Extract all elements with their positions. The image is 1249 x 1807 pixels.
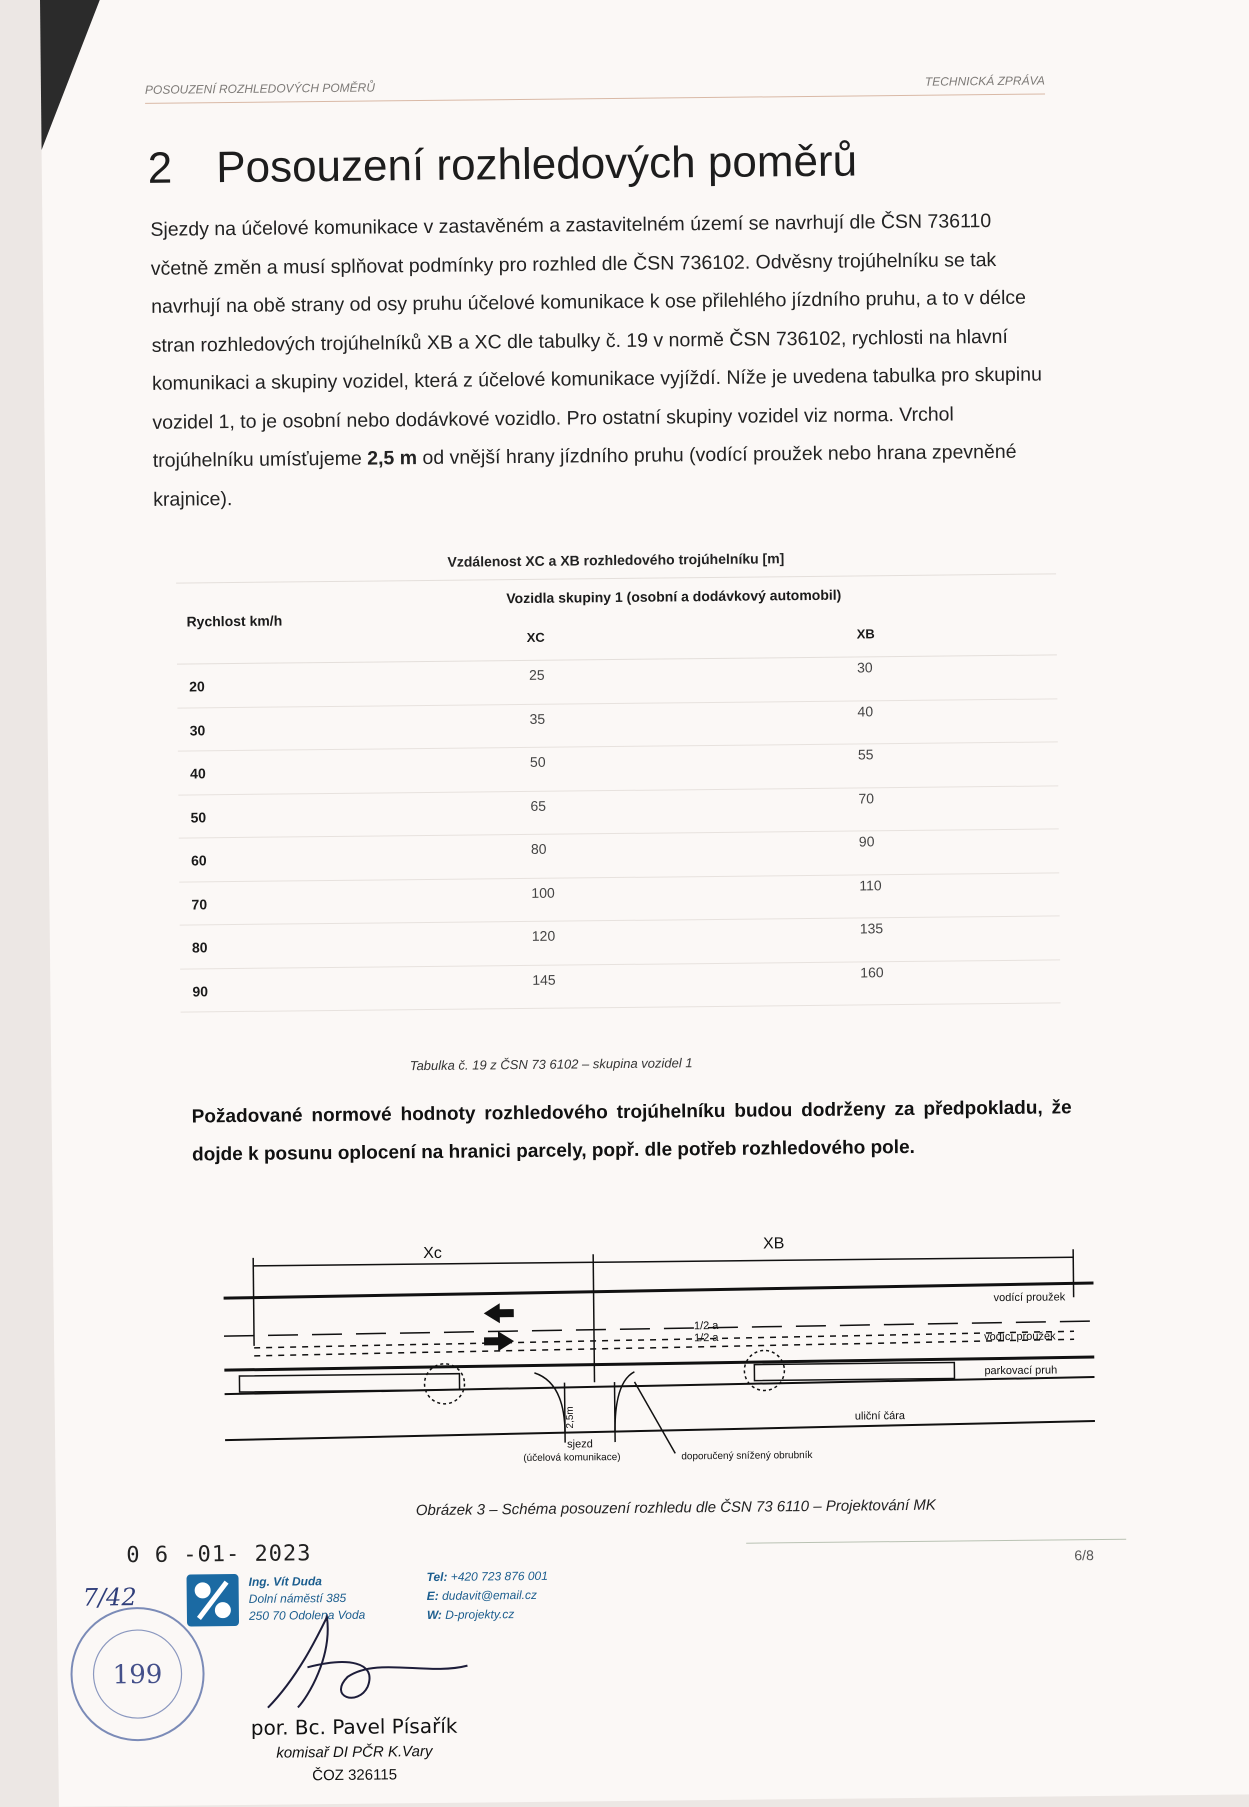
tel-label: Tel: <box>426 1569 448 1585</box>
curb-left <box>534 1373 565 1433</box>
xc-cell: 120 <box>531 927 556 944</box>
road-edge-top <box>224 1283 1094 1298</box>
company-address-1: Dolní náměstí 385 <box>248 1590 347 1606</box>
pointer-obrubnik <box>635 1381 676 1453</box>
road-edge-bottom <box>224 1357 1094 1370</box>
xb-cell: 55 <box>857 746 874 763</box>
dimension-tick-left <box>253 1258 254 1346</box>
xc-cell: 25 <box>529 666 545 683</box>
xc-cell: 100 <box>531 884 555 901</box>
arrow-left-icon <box>484 1303 514 1323</box>
label-half-a-1: 1/2 a <box>693 1319 719 1333</box>
xc-cell: 35 <box>529 710 546 727</box>
web-label: W: <box>426 1607 442 1623</box>
xc-cell: 145 <box>532 971 556 988</box>
signer-id: ČOZ 326115 <box>312 1766 398 1785</box>
table-caption: Tabulka č. 19 z ČSN 73 6102 – skupina vozidel 1 <box>409 1055 693 1074</box>
section-heading <box>148 136 858 193</box>
xb-header: XB <box>856 626 875 642</box>
label-sjezd-sub: (účelová komunikace) <box>523 1452 621 1465</box>
section-number: 2 <box>147 143 173 193</box>
registration-number: 7/42 <box>82 1583 137 1612</box>
table-header <box>176 574 1057 664</box>
xb-cell: 90 <box>858 833 875 850</box>
page-corner-shadow <box>40 0 102 150</box>
xb-cell: 135 <box>859 920 884 937</box>
label-2-5m: 2,5m <box>564 1406 576 1429</box>
website: D-projekty.cz <box>445 1607 515 1622</box>
company-address-2: 250 70 Odolena Voda <box>248 1607 366 1623</box>
parking-edge <box>225 1377 1095 1394</box>
figure-caption: Obrázek 3 – Schéma posouzení rozhledu dle ČSN 73 6110 – Projektování MK <box>415 1496 936 1520</box>
table-row <box>180 960 1060 1013</box>
visibility-scheme-diagram <box>193 1227 1115 1477</box>
speed-cell: 80 <box>191 939 208 956</box>
xb-cell: 110 <box>859 876 882 893</box>
xb-cell: 70 <box>858 789 875 806</box>
requirement-paragraph: Požadované normové hodnoty rozhledového trojúhelníku budou dodrženy za předpokladu, že dojde k posunu oplocení na hranici parcely, popř. dle potřeb rozhledového pole. <box>191 1097 1072 1166</box>
speed-cell: 40 <box>190 765 206 782</box>
sight-line-2 <box>254 1339 1074 1356</box>
intro-text-2: od vnější hrany jízdního pruhu (vodící proužek nebo hrana zpevněné krajnice). <box>153 440 1017 511</box>
xc-cell: 65 <box>530 797 547 814</box>
label-ulicni-cara: uliční čára <box>854 1410 906 1423</box>
document-page <box>40 0 1249 1807</box>
signer-name: por. Bc. Pavel Písařík <box>250 1713 458 1740</box>
intro-paragraph <box>150 201 1053 518</box>
header-right: TECHNICKÁ ZPRÁVA <box>924 73 1045 89</box>
speed-cell: 20 <box>189 678 205 695</box>
intro-bold: 2,5 m <box>367 447 418 470</box>
label-obrubnik: doporučený snížený obrubník <box>681 1449 813 1463</box>
signer-role: komisař DI PČR K.Vary <box>276 1742 433 1762</box>
label-parkovaci: parkovací pruh <box>984 1364 1058 1378</box>
handwritten-signature <box>237 1596 478 1719</box>
email-label: E: <box>426 1588 439 1604</box>
section-title: Posouzení rozhledových poměrů <box>215 136 858 193</box>
police-stamp <box>57 1598 219 1750</box>
table-title: Vzdálenost XC a XB rozhledového trojúhelníku [m] <box>176 541 1056 583</box>
speed-cell: 60 <box>190 852 207 869</box>
company-name: Ing. Vít Duda <box>248 1574 322 1589</box>
xc-label: Xc <box>423 1244 442 1263</box>
date-stamp: 0 6 -01- 2023 <box>126 1541 312 1569</box>
email: dudavit@email.cz <box>442 1587 538 1603</box>
xb-cell: 160 <box>860 963 884 980</box>
speed-cell: 90 <box>192 982 209 999</box>
driveway-right <box>615 1382 616 1442</box>
label-vodici-2: vodící proužek <box>983 1330 1056 1344</box>
dimension-tick-right <box>1073 1249 1074 1297</box>
speed-cell: 30 <box>189 721 206 738</box>
speed-cell: 50 <box>190 808 207 825</box>
speed-header: Rychlost km/h <box>186 612 283 630</box>
xc-header: XC <box>526 629 545 645</box>
arrow-right-icon <box>484 1331 514 1351</box>
xb-cell: 40 <box>857 702 874 719</box>
header-left: POSOUZENÍ ROZHLEDOVÝCH POMĚRŮ <box>144 80 376 97</box>
xb-cell: 30 <box>856 659 873 676</box>
street-line <box>225 1421 1095 1440</box>
stamp-number: 199 <box>112 1659 163 1691</box>
dimension-line <box>253 1257 1073 1266</box>
running-header <box>145 73 1045 103</box>
footer-rule <box>746 1539 1126 1544</box>
xb-label: XB <box>762 1235 785 1253</box>
curb-right <box>614 1372 635 1432</box>
tree-left <box>424 1364 464 1404</box>
page-number: 6/8 <box>1074 1547 1094 1564</box>
intro-text-1: Sjezdy na účelové komunikace v zastavěném a zastavitelném území se navrhují dle ČSN 736110 včetně změn a musí splňovat podmínky pro rozhled dle ČSN 736102. Odvěsny trojúhelníku se tak navrhují na obě strany od osy pruhu účelové komunikace k ose přilehlého jízdního pruhu, a to v délce stran rozhledových trojúhelníků XB a XC dle tabulky č. 19 v normě ČSN 736102, rychlosti na hlavní komunikaci a skupiny vozidel, která z účelové komunikace vyjíždí. Níže je uvedena tabulka pro skupinu vozidel 1, to je osobní nebo dodávkové vozidlo. Pro ostatní skupiny vozidel viz norma. Vrchol trojúhelníku umísťujeme <box>150 210 1042 472</box>
group-header: Vozidla skupiny 1 (osobní a dodávkový automobil) <box>506 586 842 607</box>
table-body <box>177 655 1061 1012</box>
xc-cell: 80 <box>530 840 547 857</box>
phone: +420 723 876 001 <box>450 1568 548 1584</box>
label-sjezd: sjezd <box>567 1438 593 1451</box>
visibility-table <box>176 541 1061 1012</box>
speed-cell: 70 <box>191 895 208 912</box>
label-vodici-1: vodící proužek <box>993 1291 1066 1305</box>
label-half-a-2: 1/2 a <box>693 1331 719 1345</box>
xc-cell: 50 <box>529 753 546 770</box>
